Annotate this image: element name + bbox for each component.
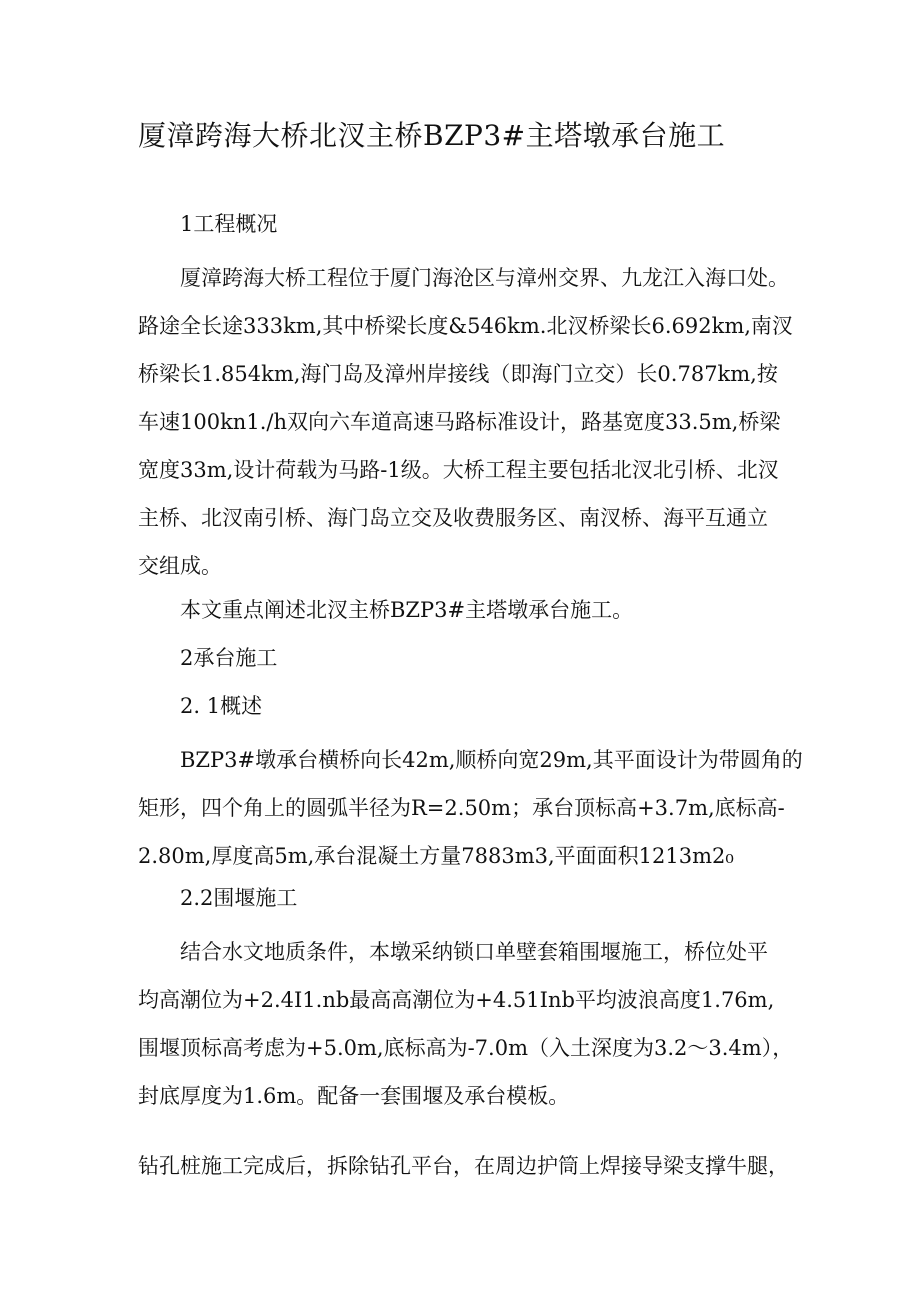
section-1-paragraph-2: 本文重点阐述北汊主桥BZP3#主塔墩承台施工。: [180, 598, 634, 622]
text-line: 2.80m,厚度高5m,承台混凝土方量7883m3,平面面积1213m2₀: [138, 844, 734, 868]
section-2-2-paragraph: [138, 928, 802, 1120]
text-line: 主桥、北汊南引桥、海门岛立交及收费服务区、南汊桥、海平互通立: [138, 506, 768, 530]
text-line: 均高潮位为+2.4I1.nb最高高潮位为+4.51Inb平均波浪高度1.76m,: [138, 988, 775, 1012]
section-2-heading: 2承台施工: [180, 646, 278, 670]
text-line: BZP3#墩承台横桥向长42m,顺桥向宽29m,其平面设计为带圆角的: [180, 748, 803, 772]
text-line: 宽度33m,设计荷载为马路-1级。大桥工程主要包括北汊北引桥、北汊: [138, 458, 779, 482]
text-line: 路途全长途333km,其中桥梁长度&546km.北汊桥梁长6.692km,南汊: [138, 314, 793, 338]
section-2-2-heading: 2.2围堰施工: [180, 886, 298, 910]
text-line: 结合水文地质条件，本墩采纳锁口单壁套箱围堰施工，桥位处平: [180, 940, 768, 964]
text-line: 围堰顶标高考虑为+5.0m,底标高为-7.0m（入土深度为3.2～3.4m），: [138, 1036, 794, 1060]
section-1-heading: 1工程概况: [180, 212, 278, 236]
text-line: 桥梁长1.854km,海门岛及漳州岸接线（即海门立交）长0.787km,按: [138, 362, 778, 386]
section-2-1-heading: 2. 1概述: [180, 694, 263, 718]
text-line: 交组成。: [138, 554, 222, 578]
text-line: 封底厚度为1.6m。配备一套围堰及承台模板。: [138, 1084, 570, 1108]
section-2-1-paragraph: [138, 736, 802, 880]
section-1-paragraph-1: [138, 254, 802, 590]
text-line: 钻孔桩施工完成后，拆除钻孔平台，在周边护筒上焊接导梁支撑牛腿，: [138, 1154, 789, 1178]
document-title: 厦漳跨海大桥北汊主桥BZP3#主塔墩承台施工: [138, 119, 726, 152]
text-line: 矩形，四个角上的圆弧半径为R=2.50m；承台顶标高+3.7m,底标高-: [138, 796, 785, 820]
section-2-2-paragraph-2: [138, 1142, 802, 1190]
text-line: 厦漳跨海大桥工程位于厦门海沧区与漳州交界、九龙江入海口处。: [180, 266, 789, 290]
text-line: 车速100kn1./h双向六车道高速马路标准设计，路基宽度33.5m,桥梁: [138, 410, 781, 434]
